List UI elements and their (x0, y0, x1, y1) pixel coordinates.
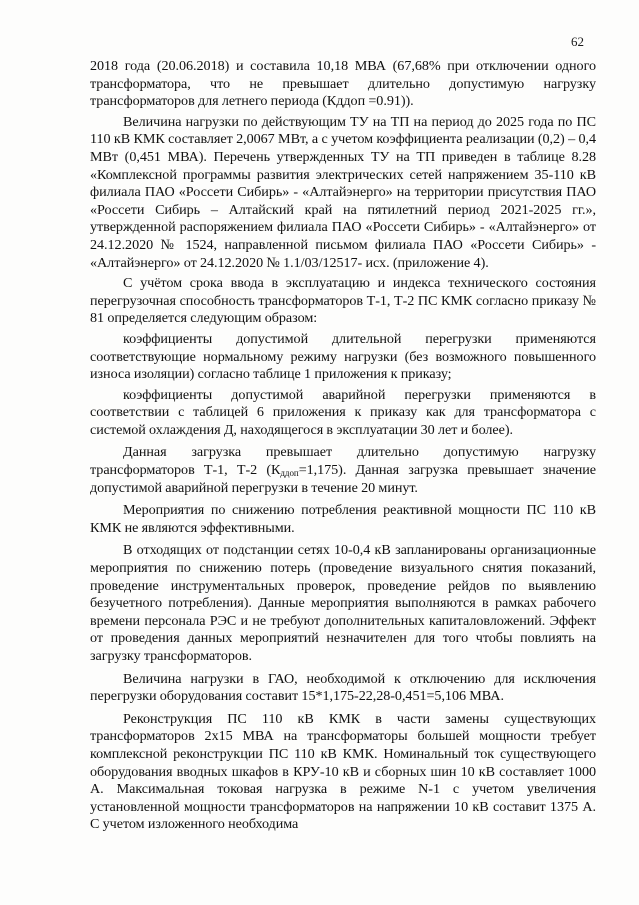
paragraph-8: В отходящих от подстанции сетях 10-0,4 кВ запланированы организационные мероприятия по снижению потерь (проведение визуального снятия показаний, проведение инструментальных проверок, проведение рейдов по выявлению безучетного потребления). Данные мероприятия выполняются в рамках рабочего времени персонала РЭС и не требуют дополнительных капиталовложений. Эффект от проведения данных мероприятий незначителен для того чтобы повлиять на загрузку трансформаторов. (90, 542, 596, 664)
paragraph-10: Реконструкция ПС 110 кВ КМК в части замены существующих трансформаторов 2х15 МВА на трансформаторы большей мощности требует комплексной реконструкции ПС 110 кВ КМК. Номинальный ток существующего оборудования вводных шкафов в КРУ-10 кВ и сборных шин 10 кВ составляет 1000 А. Максимальная токовая нагрузка в режиме N-1 с учетом увеличения установленной мощности трансформаторов на напряжении 10 кВ составит 1375 А. С учетом изложенного необходима (90, 710, 596, 833)
paragraph-5: коэффициенты допустимой аварийной перегрузки применяются в соответствии с таблицей 6 приложения к приказу как для трансформатора с системой охлаждения Д, находящегося в эксплуатации 30 лет и более). (90, 386, 596, 438)
paragraph-7: Мероприятия по снижению потребления реактивной мощности ПС 110 кВ КМК не являются эффективными. (90, 502, 596, 536)
paragraph-4: коэффициенты допустимой длительной перегрузки применяются соответствующие нормальному режиму нагрузки (без возможного повышенного износа изоляции) согласно таблице 1 приложения к приказу; (90, 330, 596, 383)
paragraph-2: Величина нагрузки по действующим ТУ на ТП на период до 2025 года по ПС 110 кВ КМК составляет 2,0067 МВт, а с учетом коэффициента реализации (0,2) – 0,4 МВт (0,451 МВА). Перечень утвержденных ТУ на ТП приведен в таблице 8.28 «Комплексной программы развития электрических сетей напряжением 35-110 кВ филиала ПАО «Россети Сибирь» - «Алтайэнерго» на территории присутствия ПАО «Россети Сибирь – Алтайский край на пятилетний период 2021-2025 гг.», утвержденной распоряжением филиала ПАО «Россети Сибирь» - «Алтайэнерго» от 24.12.2020 № 1524, направленной письмом филиала ПАО «Россети Сибирь» - «Алтайэнерго» от 24.12.2020 № 1.1/03/12517- исх. (приложение 4). (90, 113, 596, 271)
paragraph-1: 2018 года (20.06.2018) и составила 10,18 МВА (67,68% при отключении одного трансформатора, что не превышает длительно допустимую нагрузку трансформаторов для летнего периода (Кддоп =0.91)). (90, 58, 596, 110)
paragraph-6-after: =1,175). Данная загрузка превышает значение допустимой аварийной перегрузки в течение 20 минут. (90, 462, 596, 496)
paragraph-9: Величина нагрузки в ГАО, необходимой к отключению для исключения перегрузки оборудования составит 15*1,175-22,28-0,451=5,106 МВА. (90, 670, 596, 705)
document-body (90, 58, 596, 834)
paragraph-6 (90, 444, 596, 497)
paragraph-6-before: Данная загрузка превышает длительно допустимую нагрузку трансформаторов Т-1, Т-2 (К (90, 444, 596, 479)
page-number: 62 (571, 34, 584, 49)
paragraph-6-subscript: ддоп (280, 468, 299, 479)
paragraph-3: С учётом срока ввода в эксплуатацию и индекса технического состояния перегрузочная способность трансформаторов Т-1, Т-2 ПС КМК согласно приказу № 81 определяется следующим образом: (90, 275, 596, 327)
